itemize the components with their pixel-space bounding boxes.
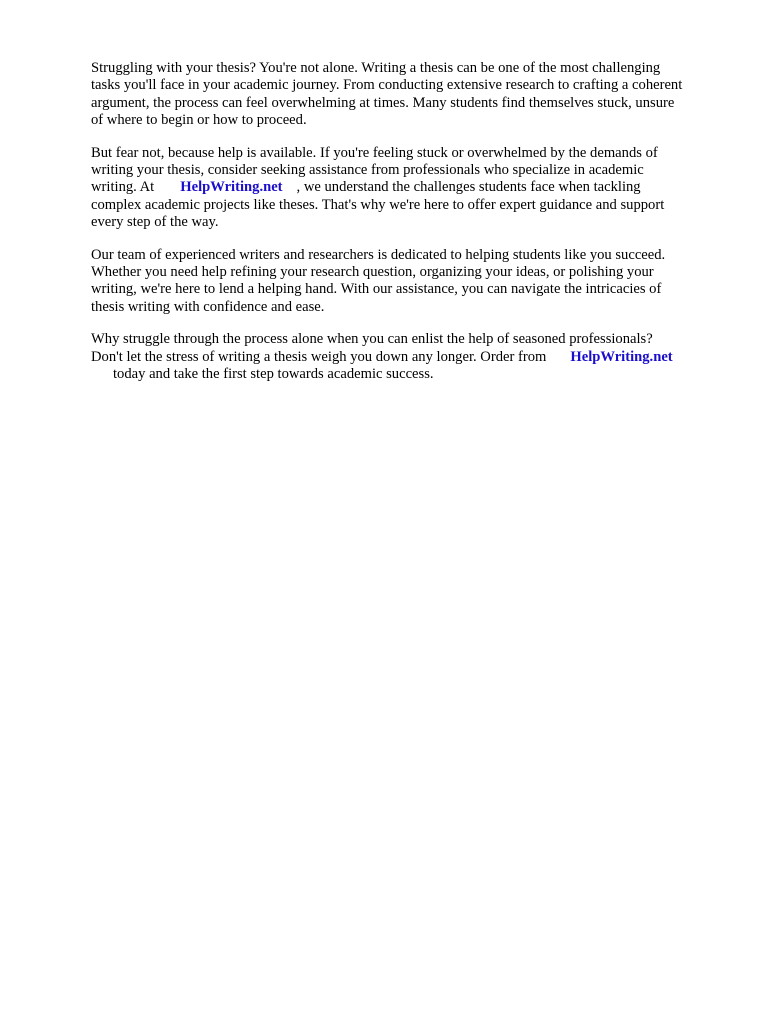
text-line: every step of the way. xyxy=(91,214,219,231)
text-line: thesis writing with confidence and ease. xyxy=(91,298,325,315)
text-segment: writing. At xyxy=(91,179,155,196)
text-line: Whether you need help refining your research question, organizing your ideas, or polishing your xyxy=(91,264,654,281)
text-line: tasks you'll face in your academic journey. From conducting extensive research to crafting a coherent xyxy=(91,77,683,94)
paragraph-call-to-action xyxy=(91,331,731,383)
text-line: complex academic projects like theses. That's why we're here to offer expert guidance and support xyxy=(91,196,665,213)
text-line: of where to begin or how to proceed. xyxy=(91,112,307,129)
text-line-with-link xyxy=(91,179,731,196)
paragraph-team xyxy=(91,247,731,317)
text-line: today and take the first step towards academic success. xyxy=(113,366,434,383)
paragraph-intro xyxy=(91,60,731,130)
text-line: Struggling with your thesis? You're not alone. Writing a thesis can be one of the most challenging xyxy=(91,60,661,76)
helpwriting-link[interactable]: HelpWriting.net xyxy=(570,348,673,365)
helpwriting-link[interactable]: HelpWriting.net xyxy=(180,179,283,196)
paragraph-help-available xyxy=(91,145,731,232)
text-line-with-link xyxy=(91,349,731,366)
text-line: writing, we're here to lend a helping hand. With our assistance, you can navigate the intricacies of xyxy=(91,281,662,298)
document-body xyxy=(91,60,731,399)
text-line: writing your thesis, consider seeking assistance from professionals who specialize in academic xyxy=(91,162,644,179)
text-line: argument, the process can feel overwhelming at times. Many students find themselves stuck, unsure xyxy=(91,94,675,111)
text-line: But fear not, because help is available. If you're feeling stuck or overwhelmed by the demands of xyxy=(91,144,658,161)
text-line: Our team of experienced writers and researchers is dedicated to helping students like you succeed. xyxy=(91,246,666,263)
text-segment: , we understand the challenges students face when tackling xyxy=(296,179,641,196)
text-line: Why struggle through the process alone when you can enlist the help of seasoned professionals? xyxy=(91,331,653,348)
text-segment: Don't let the stress of writing a thesis weigh you down any longer. Order from xyxy=(91,348,547,365)
